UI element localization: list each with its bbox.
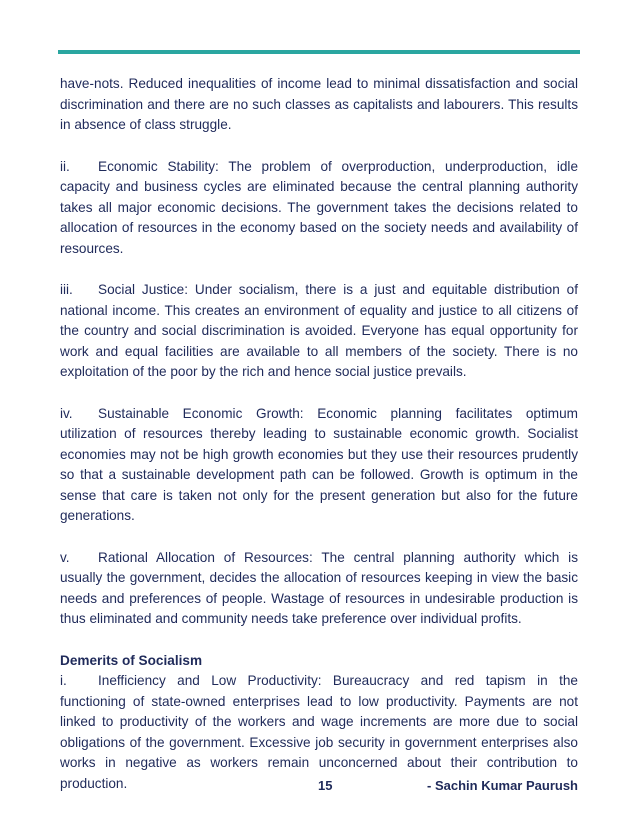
page-number: 15 (318, 778, 333, 793)
merit-item-social-justice (60, 280, 578, 383)
item-number: ii. (60, 158, 70, 174)
page-footer (0, 778, 638, 798)
item-text: Sustainable Economic Growth: Economic planning facilitates optimum utilization of resources thereby leading to sustainable economic growth. Socialist economies may not be high growth economies but they use their resources prudently so that a sustainable development path can be followed. Growth is optimum in the sense that care is taken not only for the present generation but also for the future generations. (60, 405, 578, 523)
page-content (60, 74, 578, 794)
item-number: i. (60, 673, 67, 688)
merit-item-economic-stability (60, 157, 578, 260)
merit-item-sustainable-growth (60, 404, 578, 527)
item-text: Inefficiency and Low Productivity: Bureaucracy and red tapism in the functioning of state-owned enterprises lead to low productivity. Payments are not linked to productivity of the workers and wage increments are more due to social obligations of the government. Excessive job security in government enterprises also works in negative as workers remain unconcerned about their contribution to production. (60, 673, 578, 791)
item-text: Social Justice: Under socialism, there is a just and equitable distribution of national income. This creates an environment of equality and justice to all citizens of the country and social discrimination is avoided. Everyone has equal opportunity for work and equal facilities are available to all members of the society. There is no exploitation of the poor by the rich and hence social justice prevails. (60, 282, 578, 379)
item-text: Economic Stability: The problem of overproduction, underproduction, idle capacity and business cycles are eliminated because the central planning authority takes all major economic decisions. The government takes the decisions related to allocation of resources in the economy based on the society needs and availability of resources. (60, 158, 578, 256)
item-number: v. (60, 549, 70, 565)
item-text: Rational Allocation of Resources: The central planning authority which is usually the government, decides the allocation of resources keeping in view the basic needs and preferences of people. Wastage of resources in undesirable production is thus eliminated and community needs take preference over individual profits. (60, 549, 578, 626)
continuation-paragraph: have-nots. Reduced inequalities of income lead to minimal dissatisfaction and social discrimination and there are no such classes as capitalists and labourers. This results in absence of class struggle. (60, 76, 578, 132)
item-number: iii. (60, 282, 73, 297)
demerit-item-inefficiency (60, 671, 578, 794)
section-heading-demerits: Demerits of Socialism (60, 652, 203, 668)
item-number: iv. (60, 405, 73, 421)
merit-item-rational-allocation (60, 548, 578, 630)
header-rule (58, 50, 580, 54)
author-credit: - Sachin Kumar Paurush (427, 778, 578, 793)
